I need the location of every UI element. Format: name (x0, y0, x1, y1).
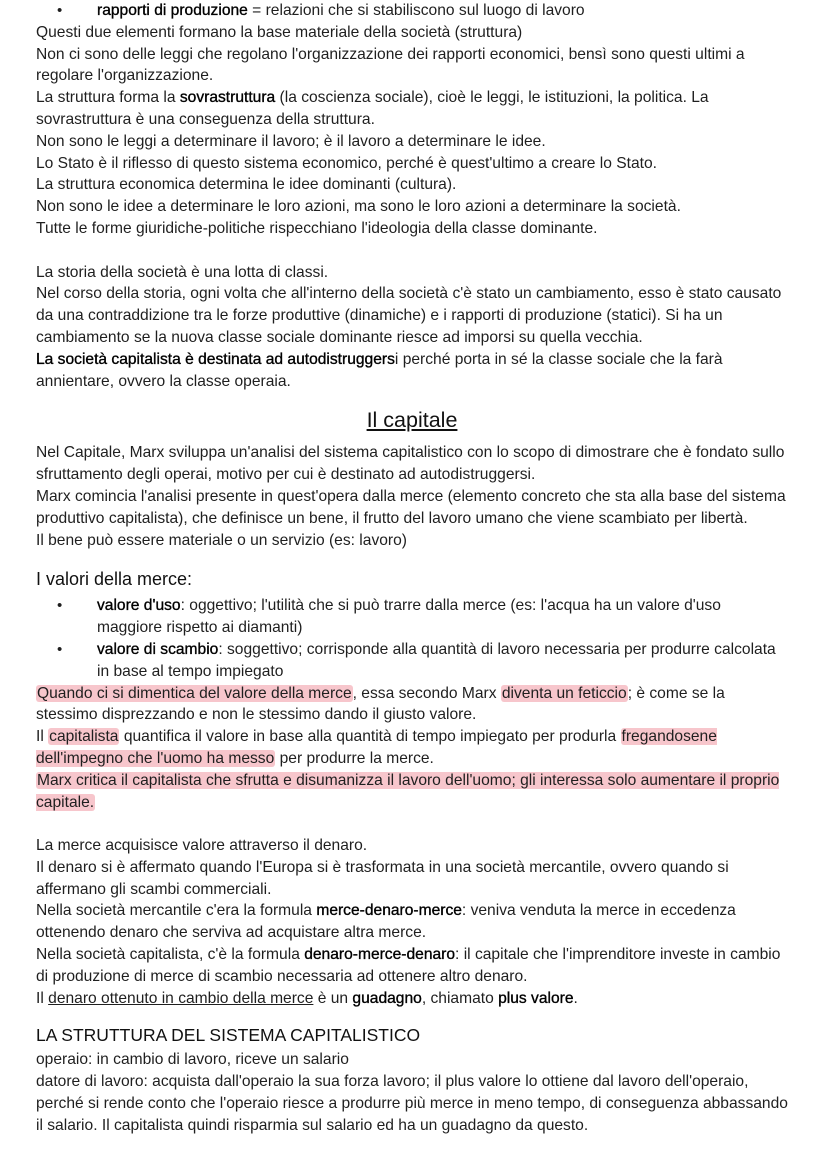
term-valore-scambio: valore di scambio (97, 640, 219, 658)
paragraph-sovrastruttura (36, 87, 788, 131)
paragraph: Il bene può essere materiale o un servizio (es: lavoro) (36, 531, 407, 549)
text-span: (la coscienza sociale), cioè le leggi, le istituzioni, la politica. La sovrastruttura è una conseguenza della struttura. (36, 89, 709, 128)
text-span: , essa secondo Marx (352, 684, 501, 702)
text-span: quantifica il valore in base alla quantità di tempo impiegato per produrla (119, 728, 621, 746)
paragraph: Questi due elementi formano la base materiale della società (struttura) (36, 23, 523, 41)
paragraph: Nel Capitale, Marx sviluppa un'analisi del sistema capitalistico con lo scopo di dimostrare che è fondato sullo sfruttamento degli operai, motivo per cui è destinato ad autodistruggersi. (36, 444, 785, 484)
text-span: : veniva venduta la merce in eccedenza ottenendo denaro che serviva ad acquistare altra merce. (36, 902, 736, 942)
text-span: Il (36, 728, 49, 746)
intro-bullet-list (36, 0, 788, 22)
term-sovrastruttura: sovrastruttura (179, 89, 276, 107)
text-span: , chiamato (421, 989, 499, 1007)
term-guadagno: guadagno (352, 989, 422, 1007)
paragraph: La storia della società è una lotta di classi. (36, 263, 329, 281)
highlight: Quando ci si dimentica del valore della merce (37, 684, 352, 702)
term-formula: denaro-merce-denaro (304, 946, 456, 964)
paragraph-capitalista (36, 726, 788, 770)
paragraph: Non sono le leggi a determinare il lavoro; è il lavoro a determinare le idee. (36, 132, 546, 150)
paragraph: Nel corso della storia, ogni volta che all'interno della società c'è stato un cambiamento, esso è stato causato da una contraddizione tra le forze produttive (dinamiche) e i rapporti di produzione (statici). Si ha un cambiamento se la nuova classe sociale dominante riesce ad imporsi su quella vecchia. (36, 285, 782, 346)
highlight: Marx critica il capitalista che sfrutta e disumanizza il lavoro dell'uomo; gli interessa solo aumentare il proprio capitale. (36, 771, 780, 811)
bold-statement: La società capitalista è destinata ad autodistruggers (36, 350, 395, 368)
list-item-text: : soggettivo; corrisponde alla quantità di lavoro necessaria per produrre calcolata in base al tempo impiegato (97, 640, 776, 680)
highlight: capitalista (49, 728, 119, 746)
text-span: ; è come se la stessimo disprezzando e non le stessimo dando il giusto valore. (36, 684, 725, 724)
underlined-text: denaro ottenuto in cambio della merce (48, 989, 314, 1007)
highlight: diventa un feticcio (501, 684, 627, 702)
list-item (36, 595, 788, 639)
text-span: Il (36, 989, 49, 1007)
paragraph-mercantile (36, 900, 788, 944)
paragraph-critica (36, 770, 788, 814)
text-span: è un (313, 989, 353, 1007)
term-valore-uso: valore d'uso (97, 597, 181, 615)
list-item (36, 0, 788, 22)
text-span: i perché porta in sé la classe sociale che la farà annientare, ovvero la classe operaia. (36, 350, 723, 390)
paragraph: La struttura economica determina le idee dominanti (cultura). (36, 176, 457, 194)
paragraph: La merce acquisisce valore attraverso il denaro. (36, 837, 368, 855)
paragraph: Il denaro si è affermato quando l'Europa si è trasformata in una società mercantile, ovvero quando si affermano gli scambi commerciali. (36, 858, 729, 898)
paragraph: operaio: in cambio di lavoro, riceve un salario (36, 1051, 349, 1069)
subsection-title-valori: I valori della merce: (36, 569, 193, 590)
list-item-text: = relazioni che si stabiliscono sul luogo di lavoro (247, 2, 585, 19)
text-span: per produrre la merce. (275, 749, 434, 767)
term-rapporti: rapporti di produzione (97, 2, 248, 19)
paragraph: datore di lavoro: acquista dall'operaio la sua forza lavoro; il plus valore lo ottiene dal lavoro dell'operaio, perché si rende conto che l'operaio riesce a produrre più merce in meno tempo, di conseguenza abbassando il salario. Il capitalista quindi risparmia sul salario ed ha un guadagno da questo. (36, 1073, 788, 1134)
paragraph: Marx comincia l'analisi presente in quest'opera dalla merce (elemento concreto che sta alla base del sistema produttivo capitalista), che definisce un bene, il frutto del lavoro umano che viene scambiato per libertà. (36, 487, 786, 527)
text-span: Nella società mercantile c'era la formula (36, 902, 317, 920)
paragraph-capitalista-formula (36, 944, 788, 988)
list-item (36, 639, 788, 683)
text-span: : il capitale che l'imprenditore investe in cambio di produzione di merce di scambio necessaria ad ottenere altro denaro. (36, 946, 781, 985)
term-plus-valore: plus valore (498, 989, 574, 1007)
section-title-struttura: LA STRUTTURA DEL SISTEMA CAPITALISTICO (36, 1025, 421, 1046)
highlight: fregandosene dell'impegno che l'uomo ha messo (36, 728, 717, 767)
spacer (36, 813, 788, 835)
paragraph-autodistruggersi (36, 349, 788, 393)
text-span: La struttura forma la (36, 89, 180, 107)
valori-bullet-list (36, 595, 788, 682)
paragraph: Non sono le idee a determinare le loro azioni, ma sono le loro azioni a determinare la società. (36, 198, 681, 216)
spacer (36, 240, 788, 262)
text-span: Nella società capitalista, c'è la formula (36, 946, 305, 964)
term-formula: merce-denaro-merce (316, 902, 462, 920)
paragraph-guadagno (36, 988, 788, 1010)
list-item-text: : oggettivo; l'utilità che si può trarre dalla merce (es: l'acqua ha un valore d'uso maggiore rispetto ai diamanti) (97, 597, 721, 637)
text-span: . (573, 989, 578, 1007)
section-title-capitale: Il capitale (366, 408, 458, 433)
paragraph-feticcio (36, 683, 788, 727)
paragraph: Lo Stato è il riflesso di questo sistema economico, perché è quest'ultimo a creare lo Stato. (36, 154, 657, 172)
paragraph: Non ci sono delle leggi che regolano l'organizzazione dei rapporti economici, bensì sono questi ultimi a regolare l'organizzazione. (36, 45, 745, 85)
paragraph: Tutte le forme giuridiche-politiche rispecchiano l'ideologia della classe dominante. (36, 219, 598, 237)
